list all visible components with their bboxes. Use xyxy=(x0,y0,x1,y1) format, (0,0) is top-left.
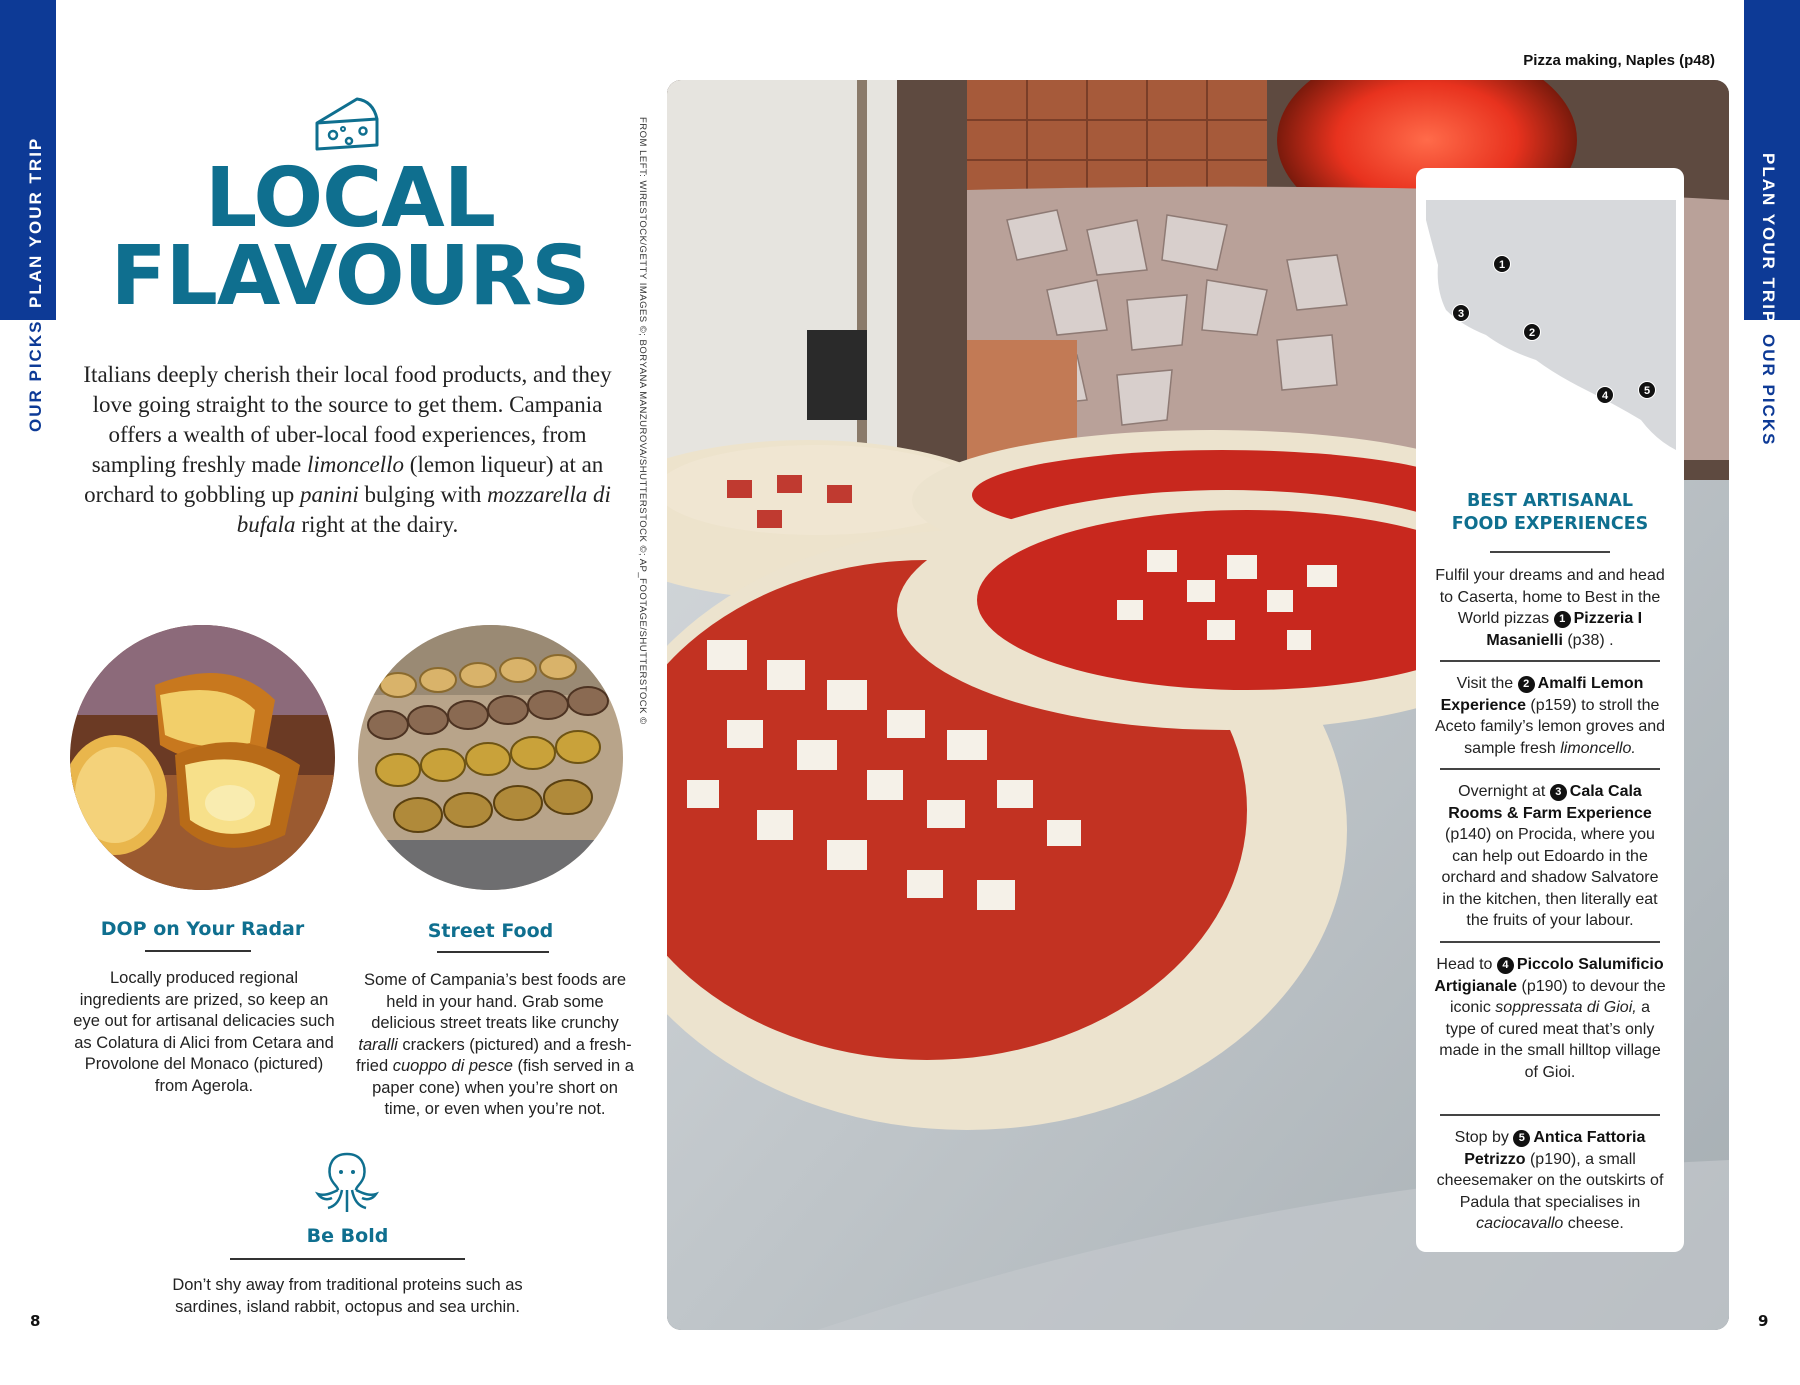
panel-heading xyxy=(1416,490,1684,536)
plan-your-trip-label-left: PLAN YOUR TRIP xyxy=(26,136,45,308)
map-marker-2: 2 xyxy=(1523,323,1541,341)
panel-divider xyxy=(1440,1114,1660,1116)
panel-item-italic: soppressata di Gioi, xyxy=(1495,999,1637,1016)
panel-heading-line-1: BEST ARTISANAL xyxy=(1466,491,1634,511)
intro-italic: limoncello xyxy=(306,452,405,477)
dop-rule xyxy=(145,950,251,952)
photo-credit: FROM LEFT: WIRESTOCK/GETTY IMAGES ©; BORYANA MANZUROVA/SHUTTERSTOCK ©; AP_FOOTAGE/SHUTTERSTOCK © xyxy=(637,117,648,725)
panel-item-text: (p38) . xyxy=(1562,631,1614,649)
panel-item-text: cheese. xyxy=(1563,1215,1624,1232)
street-food-body xyxy=(354,970,636,1121)
number-badge: 2 xyxy=(1518,676,1535,693)
title-line-2: FLAVOURS xyxy=(110,229,590,324)
panel-item-text: (p159) to stroll the Aceto family’s lemon groves and sample fresh xyxy=(1434,696,1666,757)
panel-item-1 xyxy=(1434,565,1666,651)
panel-heading-rule xyxy=(1490,551,1610,553)
street-food-rule xyxy=(437,951,549,953)
panel-item-name: Piccolo Salumificio Artigianale xyxy=(1434,956,1664,995)
panel-item-5 xyxy=(1434,1127,1666,1235)
map-marker-1: 1 xyxy=(1493,255,1511,273)
map-marker-3: 3 xyxy=(1452,304,1470,322)
panel-item-4 xyxy=(1434,954,1666,1083)
street-food-text: (fish served in a paper cone) when you’re short on time, or even when you’re not. xyxy=(372,1057,634,1118)
panel-divider xyxy=(1440,941,1660,943)
dop-body: Locally produced regional ingredients are prized, so keep an eye out for artisanal delicacies such as Colatura di Alici from Cetara and Provolone del Monaco (pictured) from Agerola. xyxy=(73,969,335,1095)
be-bold-rule xyxy=(230,1258,465,1260)
intro-text: Italians deeply cherish their local food products, and they love going straight to the source to get them. Campania offers a wealth of uber-local food experiences, from sampling freshly made xyxy=(83,362,612,477)
number-badge: 4 xyxy=(1497,957,1514,974)
number-badge: 5 xyxy=(1513,1130,1530,1147)
panel-item-text: (p190), a small cheesemaker on the outskirts of Padula that specialises in xyxy=(1436,1150,1664,1211)
right-side-tab xyxy=(1744,0,1800,325)
panel-item-italic: limoncello. xyxy=(1560,739,1636,757)
plan-your-trip-label-right: PLAN YOUR TRIP xyxy=(1759,153,1778,325)
panel-item-text: Fulfil your dreams and and head to Caserta, home to Best in the World pizzas xyxy=(1435,567,1665,627)
photo-caption: Pizza making, Naples (p48) xyxy=(1523,52,1715,69)
map-marker-5: 5 xyxy=(1638,381,1656,399)
panel-item-name: Antica Fattoria Petrizzo xyxy=(1464,1129,1646,1168)
panel-heading-line-2: FOOD EXPERIENCES xyxy=(1451,514,1649,534)
page-number-left: 8 xyxy=(30,1312,41,1330)
number-badge: 3 xyxy=(1550,784,1567,801)
artisanal-food-panel xyxy=(1416,168,1684,1252)
panel-item-text: Head to xyxy=(1436,956,1497,973)
number-badge: 1 xyxy=(1554,611,1571,628)
page-number-right: 9 xyxy=(1758,1312,1769,1330)
intro-text: bulging with xyxy=(358,482,488,507)
be-bold-heading: Be Bold xyxy=(306,1225,389,1247)
panel-item-text: Overnight at xyxy=(1458,783,1550,800)
campania-map xyxy=(1426,200,1676,460)
panel-item-3 xyxy=(1434,781,1666,932)
intro-italic: mozzarella di bufala xyxy=(236,482,611,537)
map-marker-4: 4 xyxy=(1596,386,1614,404)
panel-divider xyxy=(1440,660,1660,662)
panel-divider xyxy=(1440,768,1660,770)
intro-paragraph xyxy=(70,360,625,540)
left-side-tab xyxy=(0,0,56,320)
intro-text: (lemon liqueur) at an orchard to gobbling up xyxy=(84,452,604,507)
panel-item-italic: caciocavallo xyxy=(1476,1215,1564,1232)
panel-item-2 xyxy=(1434,673,1666,759)
street-food-italic: taralli xyxy=(358,1035,398,1054)
dop-heading: DOP on Your Radar xyxy=(100,918,305,940)
panel-item-text: a type of cured meat that’s only made in the small hilltop village of Gioi. xyxy=(1439,999,1661,1081)
street-food-heading: Street Food xyxy=(427,920,554,942)
street-food-text: Some of Campania’s best foods are held in your hand. Grab some delicious street treats like crunchy xyxy=(363,971,626,1032)
street-food-italic: cuoppo di pesce xyxy=(392,1057,513,1075)
our-picks-label-right: OUR PICKS xyxy=(1759,334,1778,447)
be-bold-body: Don’t shy away from traditional proteins such as sardines, island rabbit, octopus and sea urchin. xyxy=(172,1276,523,1316)
panel-item-text: (p140) on Procida, where you can help out Edoardo in the orchard and shadow Salvatore in the kitchen, then literally eat the fruits of your labour. xyxy=(1441,826,1659,929)
page-title xyxy=(100,151,600,324)
panel-item-text: (p190) to devour the iconic xyxy=(1449,977,1666,1016)
cheese-photo xyxy=(70,625,335,890)
taralli-photo xyxy=(358,625,623,890)
title-line-1: LOCAL xyxy=(205,151,495,246)
cheese-icon xyxy=(313,93,381,157)
panel-item-name: Amalfi Lemon Experience xyxy=(1440,675,1644,714)
panel-item-name: Cala Cala Rooms & Farm Experience xyxy=(1448,783,1652,822)
panel-item-text: Stop by xyxy=(1454,1129,1514,1146)
intro-text: right at the dairy. xyxy=(295,512,459,537)
panel-item-text: Visit the xyxy=(1456,675,1518,692)
octopus-icon xyxy=(314,1150,380,1214)
street-food-text: crackers (pictured) and a fresh-fried xyxy=(356,1035,632,1075)
panel-item-name: Pizzeria I Masanielli xyxy=(1486,610,1643,649)
our-picks-label-left: OUR PICKS xyxy=(26,319,45,432)
intro-italic: panini xyxy=(299,482,359,507)
